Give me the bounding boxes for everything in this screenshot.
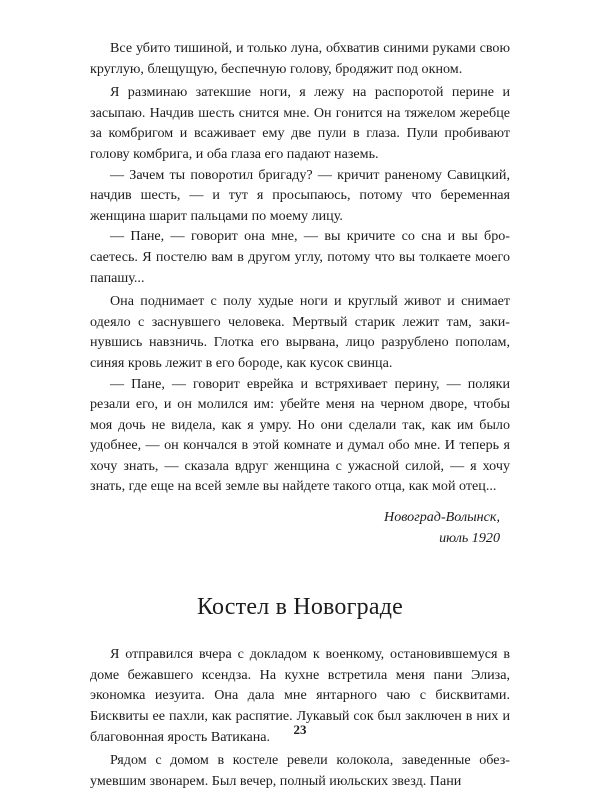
chapter-paragraph-1: Я отправился вчера с докладом к военкому, остановившемуся в доме бежавшего ксендза. На кухне встретила меня пани Элиза, экономка иезуита. Она дала мне янтарного чаю с бисквитами. Бисквиты ее пахли, как распятие. Лукавый сок был заключен в них и благовонная ярость Ватикана.	[90, 646, 510, 745]
chapter-title: Костел в Новограде	[197, 594, 403, 621]
story-paragraph-2: Я разминаю затекшие ноги, я лежу на распоротой перине и засыпаю. Начдив шесть снится мне. Он гонится на тяжелом жеребце за комбригом и всаживает ему две пули в глаза. Пули пробивают голову комбрига, и оба глаза его падают наземь.	[90, 84, 510, 162]
chapter-paragraph-2: Рядом с домом в костеле ревели колокола, заведенные обезумевшим звонарем. Был вечер, полный июльских звезд. Пани	[90, 752, 510, 789]
page-body	[90, 38, 510, 791]
story-paragraph-1: Все убито тишиной, и только луна, обхватив синими руками свою круглую, блещущую, беспечную голову, бродяжит под окном.	[90, 40, 510, 77]
signature-place: Новоград-Волынск,	[384, 509, 500, 526]
story-paragraph-5: Она поднимает с полу худые ноги и круглый живот и снимает одеяло с заснувшего человека. Мертвый старик лежит там, закинувшись навзничь. Глотка его вырвана, лицо разрублено пополам, синяя кровь лежит в его бороде, как кусок свинца.	[90, 293, 510, 371]
story-signature	[90, 507, 500, 548]
page-number: 23	[293, 722, 307, 737]
signature-date: июль 1920	[439, 529, 500, 546]
story-paragraph-3: — Зачем ты поворотил бригаду? — кричит раненому Савицкий, начдив шесть, — и тут я просыпаюсь, потому что беременная женщина шарит пальцами по моему лицу.	[90, 166, 510, 224]
story-paragraph-6: — Пане, — говорит еврейка и встряхивает перину, — поляки резали его, и он молился им: убейте меня на черном дворе, чтобы моя дочь не видела, как я умру. Но они сделали так, как им было удобнее, — он кончался в этой комнате и думал обо мне. И теперь я хочу знать, — сказала вдруг женщина с ужасной силой, — я хочу знать, где еще на всей земле вы найдете такого отца, как мой отец...	[90, 375, 510, 495]
story-paragraph-4: — Пане, — говорит она мне, — вы кричите со сна и вы бросаетесь. Я постелю вам в другом углу, потому что вы толкаете моего папашу...	[90, 228, 510, 286]
